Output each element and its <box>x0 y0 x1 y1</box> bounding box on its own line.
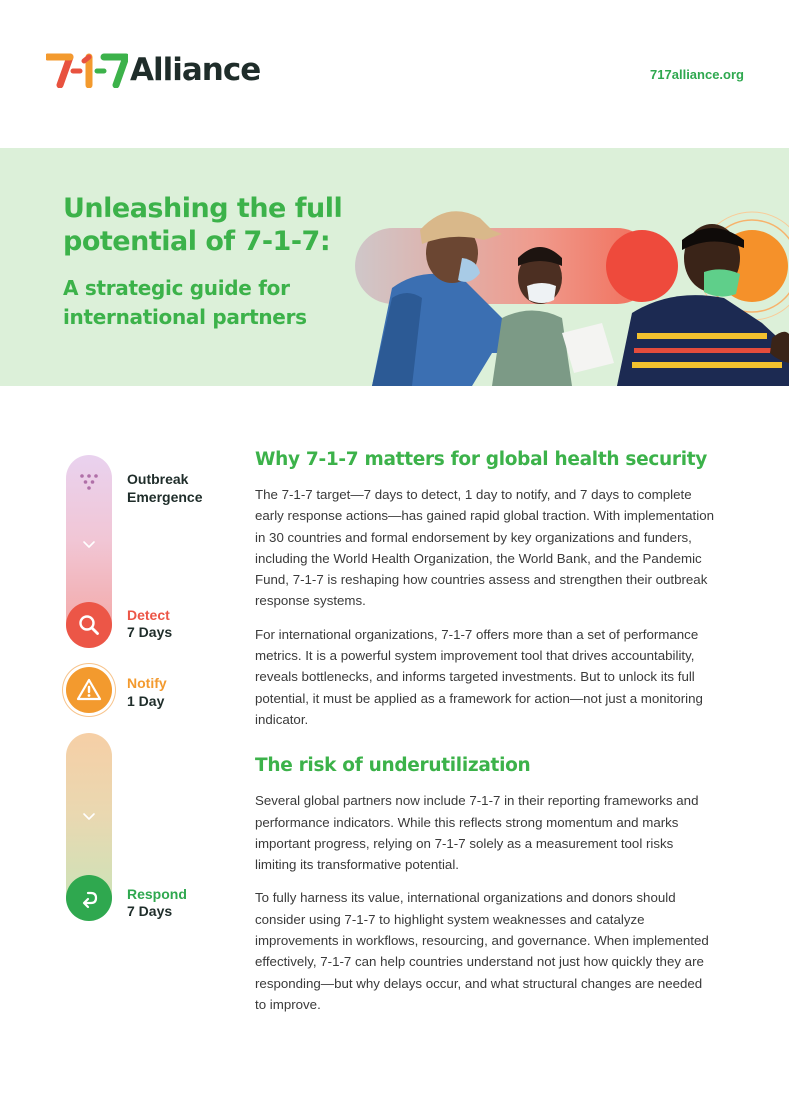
section-heading: Why 7-1-7 matters for global health security <box>255 449 708 470</box>
page-subtitle: A strategic guide for international partners <box>63 276 307 329</box>
section-paragraph: Several global partners now include 7-1-7 in their reporting frameworks and performance indicators. While this reflects strong momentum and marks important progress, relying on 7-1-7 solely as a measurement tool risks limiting its transformative potential. <box>255 793 699 873</box>
return-arrow-icon <box>77 886 101 910</box>
section-paragraph: For international organizations, 7-1-7 offers more than a set of performance metrics. It is a powerful system improvement tool that drives accountability, reveals bottlenecks, and informs targeted investments. But to unlock its full potential, it must be applied as a framework for action—not just a monitoring indicator. <box>255 626 703 727</box>
notify-stage-name: Notify <box>127 675 167 691</box>
respond-stage-name: Respond <box>127 886 187 902</box>
section-paragraph: To fully harness its value, international organizations and donors should consider using 7-1-7 to highlight system weaknesses and catalyze improvements in workflows, resourcing, and governance. When implemented effectively, 7-1-7 can help countries understand not just how quickly they are responding—but why delays occur, and what structural changes are needed to improve. <box>255 890 709 1012</box>
warning-icon <box>76 678 102 702</box>
section-paragraph: The 7-1-7 target—7 days to detect, 1 day to notify, and 7 days to complete early response actions—has gained rapid global traction. With implementation in 30 countries and formal endorsement by key organizations and funders, including the World Health Organization, the World Bank, and the Pandemic Fund, 7-1-7 is reshaping how countries assess and strengthen their outbreak response systems. <box>255 487 714 609</box>
respond-stage-days: 7 Days <box>127 903 173 919</box>
hero-banner <box>0 148 789 386</box>
logo-mark-icon <box>46 52 128 88</box>
chevron-down-icon <box>81 812 97 822</box>
logo-wordmark: Alliance <box>130 52 261 88</box>
outbreak-emergence-label: Outbreak Emergence <box>127 471 203 505</box>
chevron-down-icon <box>81 540 97 550</box>
detect-stage-badge <box>66 602 112 648</box>
page-title: Unleashing the full potential of 7-1-7: <box>63 193 343 257</box>
virus-dots-icon <box>78 471 100 493</box>
notify-stage-badge <box>66 667 112 713</box>
respond-stage-badge <box>66 875 112 921</box>
notify-stage-days: 1 Day <box>127 693 165 709</box>
section-heading: The risk of underutilization <box>255 755 531 777</box>
timeline <box>63 455 243 935</box>
detect-stage-days: 7 Days <box>127 624 173 640</box>
main-content <box>255 446 715 1027</box>
detect-stage-name: Detect <box>127 607 170 623</box>
hero-photo-image <box>352 148 789 386</box>
site-url-link[interactable]: 717alliance.org <box>650 67 744 82</box>
search-icon <box>77 613 101 637</box>
brand-logo[interactable] <box>46 50 260 90</box>
